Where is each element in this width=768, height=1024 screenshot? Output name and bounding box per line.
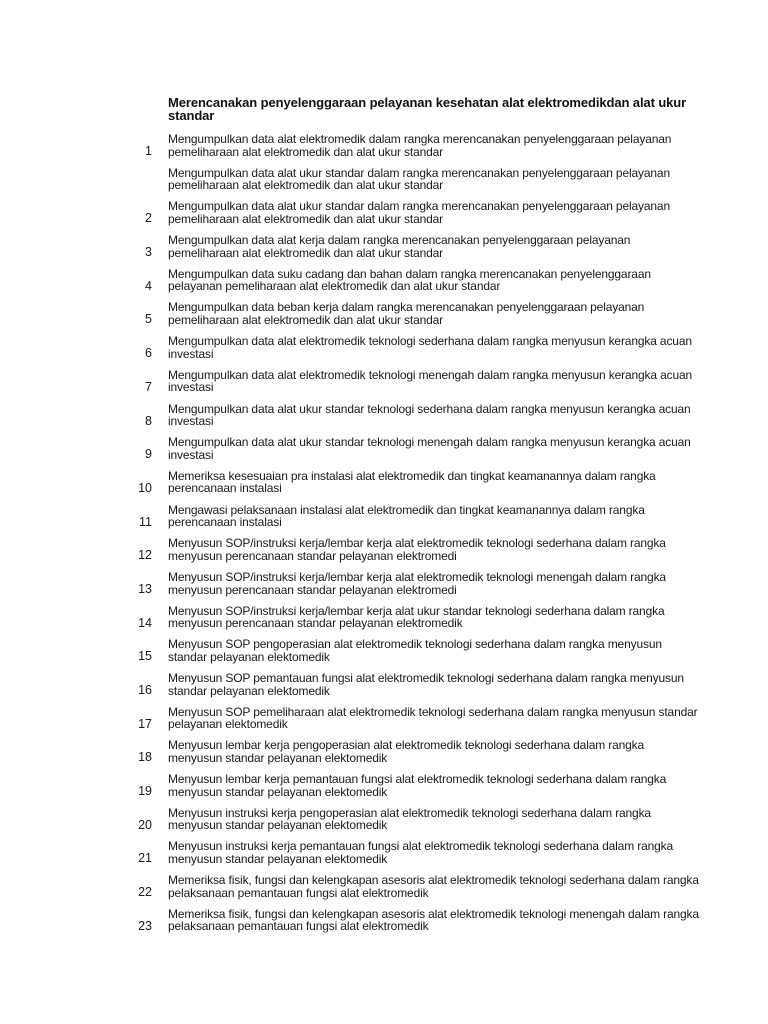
item-number: 20 [138,817,152,832]
item-number: 7 [145,379,152,394]
task-list [0,133,768,942]
item-number: 21 [138,851,152,866]
list-item [0,706,768,740]
item-number: 16 [138,683,152,697]
item-text: Mengumpulkan data alat ukur standar teknologi menengah dalam rangka menyusun kerangka acuan investasi [168,435,691,462]
item-text: Menyusun SOP pengoperasian alat elektromedik teknologi sederhana dalam rangka menyusun standar pelayanan elektomedik [168,637,662,664]
list-item [0,200,768,234]
item-number: 17 [138,716,152,731]
item-text: Menyusun SOP pemeliharaan alat elektromedik teknologi sederhana dalam rangka menyusun standar pelayanan elektomedik [168,704,698,732]
item-text: Menyusun SOP pemantauan fungsi alat elektromedik teknologi sederhana dalam rangka menyusun standar pelayanan elektomedik [168,671,684,698]
list-item [0,369,768,403]
item-text: Memeriksa fisik, fungsi dan kelengkapan asesoris alat elektromedik teknologi menengah dalam rangka pelaksanaan pemantauan fungsi alat elektromedik [168,906,699,934]
item-text: Memeriksa kesesuaian pra instalasi alat elektromedik dan tingkat keamanannya dalam rangka perencanaan instalasi [168,468,656,496]
item-number: 4 [145,278,152,293]
section-title: Merencanakan penyelenggaraan pelayanan kesehatan alat elektromedikdan alat ukur standar [168,95,687,123]
item-text: Mengumpulkan data beban kerja dalam rangka merencanakan penyelenggaraan pelayanan pemeliharaan alat elektromedik dan alat ukur standar [168,300,645,328]
list-item [0,301,768,335]
item-text: Menyusun instruksi kerja pemantauan fungsi alat elektromedik teknologi sederhana dalam rangka menyusun standar pelayanan elektomedik [168,839,674,867]
item-number: 10 [138,480,152,495]
list-item [0,436,768,470]
list-item [0,908,768,942]
list-item [0,335,768,369]
item-text: Memeriksa fisik, fungsi dan kelengkapan asesoris alat elektromedik teknologi sederhana dalam rangka pelaksanaan pemantauan fungsi alat elektromedik [168,873,699,900]
item-text: Mengumpulkan data alat ukur standar teknologi sederhana dalam rangka menyusun kerangka acuan investasi [168,401,691,429]
list-item [0,672,768,706]
item-text: Mengumpulkan data alat elektromedik dalam rangka merencanakan penyelenggaraan pelayanan pemeliharaan alat elektromedik dan alat ukur standar [168,132,672,159]
item-number: 14 [138,615,152,630]
list-item [0,571,768,605]
item-text: Mengumpulkan data alat ukur standar dalam rangka merencanakan penyelenggaraan pelayanan pemeliharaan alat elektromedik dan alat ukur standar [168,199,670,226]
item-text: Mengumpulkan data alat elektromedik teknologi menengah dalam rangka menyusun kerangka acuan investasi [168,367,693,395]
item-number: 1 [145,144,152,158]
list-item [0,268,768,302]
list-item [0,403,768,437]
list-item [0,840,768,874]
item-number: 2 [145,211,152,226]
item-number: 12 [138,548,152,563]
list-item [0,504,768,538]
item-text: Menyusun lembar kerja pengoperasian alat elektromedik teknologi sederhana dalam rangka menyusun standar pelayanan elektomedik [168,738,645,765]
item-text: Mengumpulkan data suku cadang dan bahan dalam rangka merencanakan penyelenggaraan pelayanan pemeliharaan alat elektromedik dan alat ukur standar [168,266,651,294]
item-text: Mengumpulkan data alat ukur standar dalam rangka merencanakan penyelenggaraan pelayanan pemeliharaan alat elektromedik dan alat ukur standar [168,165,670,193]
item-number: 19 [138,784,152,799]
list-item [0,605,768,639]
item-number: 3 [145,245,152,260]
list-item [0,874,768,908]
item-number: 5 [145,312,152,327]
list-item [0,234,768,268]
list-item [0,638,768,672]
item-number: 23 [138,918,152,933]
list-item [0,133,768,167]
list-item [0,773,768,807]
list-item [0,470,768,504]
list-item [0,537,768,571]
item-number: 13 [138,581,152,596]
item-text: Menyusun SOP/instruksi kerja/lembar kerja alat ukur standar teknologi sederhana dalam rangka menyusun perencanaan standar pelayanan elektromedik [168,603,665,631]
item-text: Menyusun instruksi kerja pengoperasian alat elektromedik teknologi sederhana dalam rangka menyusun standar pelayanan elektomedik [168,805,651,833]
list-item [0,167,768,201]
item-number: 11 [139,514,152,529]
item-text: Mengawasi pelaksanaan instalasi alat elektromedik dan tingkat keamanannya dalam rangka perencanaan instalasi [168,502,645,530]
item-text: Menyusun lembar kerja pemantauan fungsi alat elektromedik teknologi sederhana dalam rangka menyusun standar pelayanan elektomedik [168,772,667,799]
item-number: 8 [145,413,152,428]
item-number: 6 [145,346,152,361]
item-number: 15 [138,649,152,664]
list-item [0,807,768,841]
item-text: Mengumpulkan data alat elektromedik teknologi sederhana dalam rangka menyusun kerangka acuan investasi [168,334,692,361]
item-number: 18 [138,750,152,765]
list-item [0,739,768,773]
item-number: 22 [138,885,152,900]
item-text: Mengumpulkan data alat kerja dalam rangka merencanakan penyelenggaraan pelayanan pemeliharaan alat elektromedik dan alat ukur standar [168,233,631,260]
item-text: Menyusun SOP/instruksi kerja/lembar kerja alat elektromedik teknologi menengah dalam rangka menyusun perencanaan standar pelayanan elektromedi [168,569,666,597]
item-number: 9 [145,447,152,462]
item-text: Menyusun SOP/instruksi kerja/lembar kerja alat elektromedik teknologi sederhana dalam rangka menyusun perencanaan standar pelayanan elektromedi [168,536,666,563]
